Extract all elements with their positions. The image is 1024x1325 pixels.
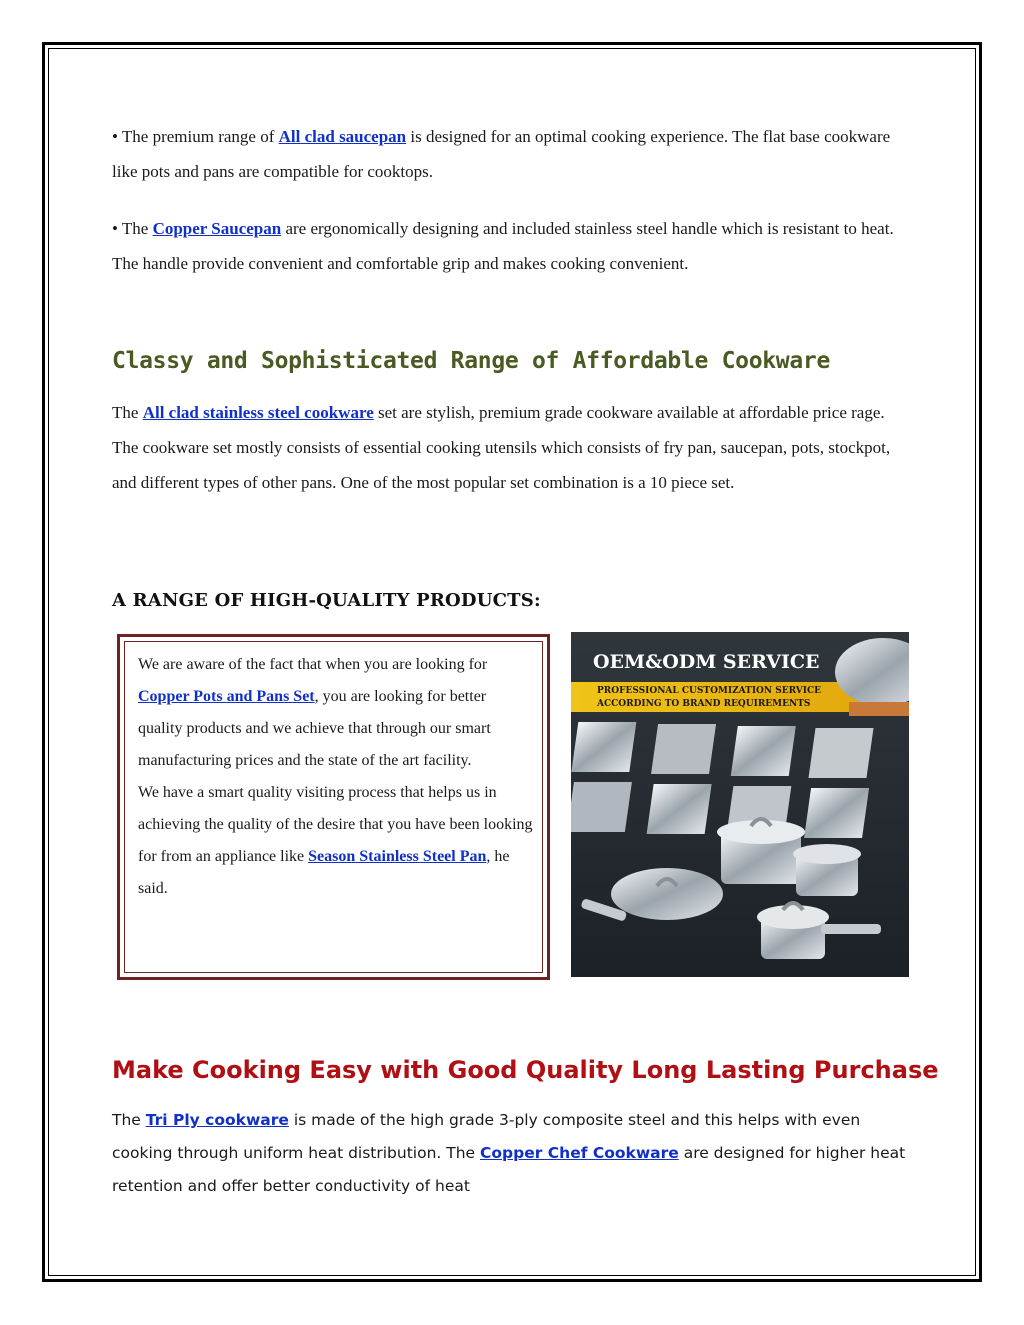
banner-subtitle-2: ACCORDING TO BRAND REQUIREMENTS (597, 699, 811, 709)
text: is designed for an optimal cooking experience. The flat base cookware like pots and pans are compatible for cooktops. (112, 127, 891, 181)
text: The (112, 1111, 146, 1129)
cookware-illustration (571, 632, 909, 977)
copper-saucepan-link[interactable]: Copper Saucepan (152, 219, 282, 238)
section-heading-cooking-easy: Make Cooking Easy with Good Quality Long Lasting Purchase (112, 1056, 939, 1084)
text: We have a smart quality visiting process that helps us in achieving the quality of the desire that you have been looking for from an appliance like (138, 784, 533, 865)
copper-chef-link[interactable]: Copper Chef Cookware (480, 1144, 679, 1162)
affordable-cookware-paragraph (112, 395, 912, 500)
banner-subtitle-1: PROFESSIONAL CUSTOMIZATION SERVICE (597, 686, 821, 696)
copper-pots-pans-link[interactable]: Copper Pots and Pans Set (138, 688, 315, 705)
text: are ergonomically designing and included stainless steel handle which is resistant to heat. The handle provide convenient and comfortable grip and makes cooking convenient. (112, 219, 894, 273)
text: • The (112, 219, 153, 238)
tri-ply-paragraph (112, 1104, 912, 1203)
copper-band (849, 702, 909, 716)
bullet-paragraph-2 (112, 211, 912, 281)
tri-ply-link[interactable]: Tri Ply cookware (145, 1111, 289, 1129)
season-pan-link[interactable]: Season Stainless Steel Pan (308, 848, 487, 865)
section-heading-affordable-cookware: Classy and Sophisticated Range of Affordable Cookware (112, 348, 831, 374)
text: We are aware of the fact that when you are looking for (138, 656, 488, 673)
banner-title: OEM&ODM SERVICE (593, 651, 820, 673)
quote-box (117, 634, 550, 980)
text: set are stylish, premium grade cookware available at affordable price rage. The cookware set mostly consists of essential cooking utensils which consists of fry pan, saucepan, pots, stockpot, and different types of other pans. One of the most popular set combination is a 10 piece set. (112, 403, 891, 492)
bullet-paragraph-1 (112, 119, 912, 189)
text: The (112, 403, 143, 422)
text: is made of the high grade 3-ply composite steel and this helps with even cooking through uniform heat distribution. The (112, 1111, 861, 1162)
all-clad-stainless-link[interactable]: All clad stainless steel cookware (142, 403, 374, 422)
all-clad-saucepan-link[interactable]: All clad saucepan (278, 127, 407, 146)
text: , he said. (138, 848, 510, 897)
text: • The premium range of (112, 127, 279, 146)
quote-box-text (138, 649, 533, 905)
text: are designed for higher heat retention and offer better conductivity of heat (112, 1144, 906, 1195)
text: , you are looking for better quality products and we achieve that through our smart manufacturing prices and the state of the art facility. (138, 688, 491, 769)
cookware-photo (571, 632, 909, 977)
section-heading-high-quality: A RANGE OF HIGH-QUALITY PRODUCTS: (112, 590, 541, 611)
